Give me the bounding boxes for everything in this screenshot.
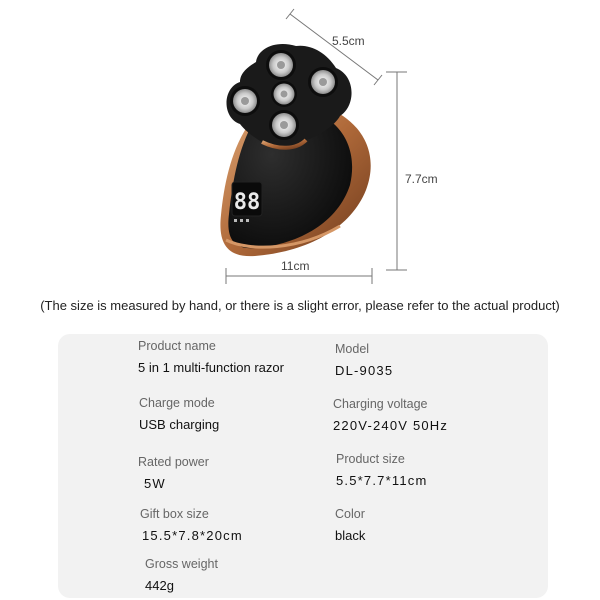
spec-model bbox=[335, 342, 393, 378]
spec-gift-box-size bbox=[140, 507, 243, 543]
blade-head-left-icon bbox=[230, 86, 260, 116]
led-display bbox=[232, 182, 262, 222]
blade-head-bottom-icon bbox=[269, 110, 299, 140]
spec-label: Charge mode bbox=[139, 396, 215, 410]
display-indicator-icons bbox=[234, 219, 249, 222]
spec-value: 442g bbox=[145, 578, 174, 593]
spec-label: Charging voltage bbox=[333, 397, 428, 411]
spec-value: 5W bbox=[144, 476, 166, 491]
blade-head-top-icon bbox=[266, 50, 296, 80]
spec-color bbox=[335, 507, 365, 543]
spec-gross-weight bbox=[145, 557, 218, 593]
measurement-note: (The size is measured by hand, or there is a slight error, please refer to the actual product) bbox=[40, 298, 560, 313]
spec-value: 5 in 1 multi-function razor bbox=[138, 360, 284, 375]
blade-head-center-icon bbox=[271, 81, 297, 107]
spec-value: black bbox=[335, 528, 366, 543]
razor-illustration bbox=[0, 0, 600, 290]
spec-panel bbox=[58, 334, 548, 598]
spec-product-size bbox=[336, 452, 428, 488]
height-dimension-label: 7.7cm bbox=[405, 172, 438, 186]
spec-label: Product name bbox=[138, 339, 216, 353]
spec-label: Rated power bbox=[138, 455, 209, 469]
spec-rated-power bbox=[138, 455, 209, 491]
blade-head-right-icon bbox=[308, 67, 338, 97]
spec-value: USB charging bbox=[139, 417, 220, 432]
spec-label: Gross weight bbox=[145, 557, 218, 571]
spec-value: 220V-240V 50Hz bbox=[333, 418, 449, 433]
spec-charge-mode bbox=[139, 396, 219, 432]
spec-value: 15.5*7.8*20cm bbox=[142, 528, 243, 543]
spec-value: DL-9035 bbox=[335, 363, 394, 378]
length-dimension-label: 11cm bbox=[281, 259, 310, 273]
display-readout: 88 bbox=[233, 190, 261, 215]
spec-label: Gift box size bbox=[140, 507, 209, 521]
spec-label: Color bbox=[335, 507, 365, 521]
spec-product-name bbox=[138, 339, 284, 375]
product-image-area bbox=[0, 0, 600, 290]
width-dimension-label: 5.5cm bbox=[332, 34, 365, 48]
spec-value: 5.5*7.7*11cm bbox=[336, 473, 428, 488]
spec-label: Product size bbox=[336, 452, 405, 466]
spec-label: Model bbox=[335, 342, 370, 356]
spec-charging-voltage bbox=[333, 397, 448, 433]
